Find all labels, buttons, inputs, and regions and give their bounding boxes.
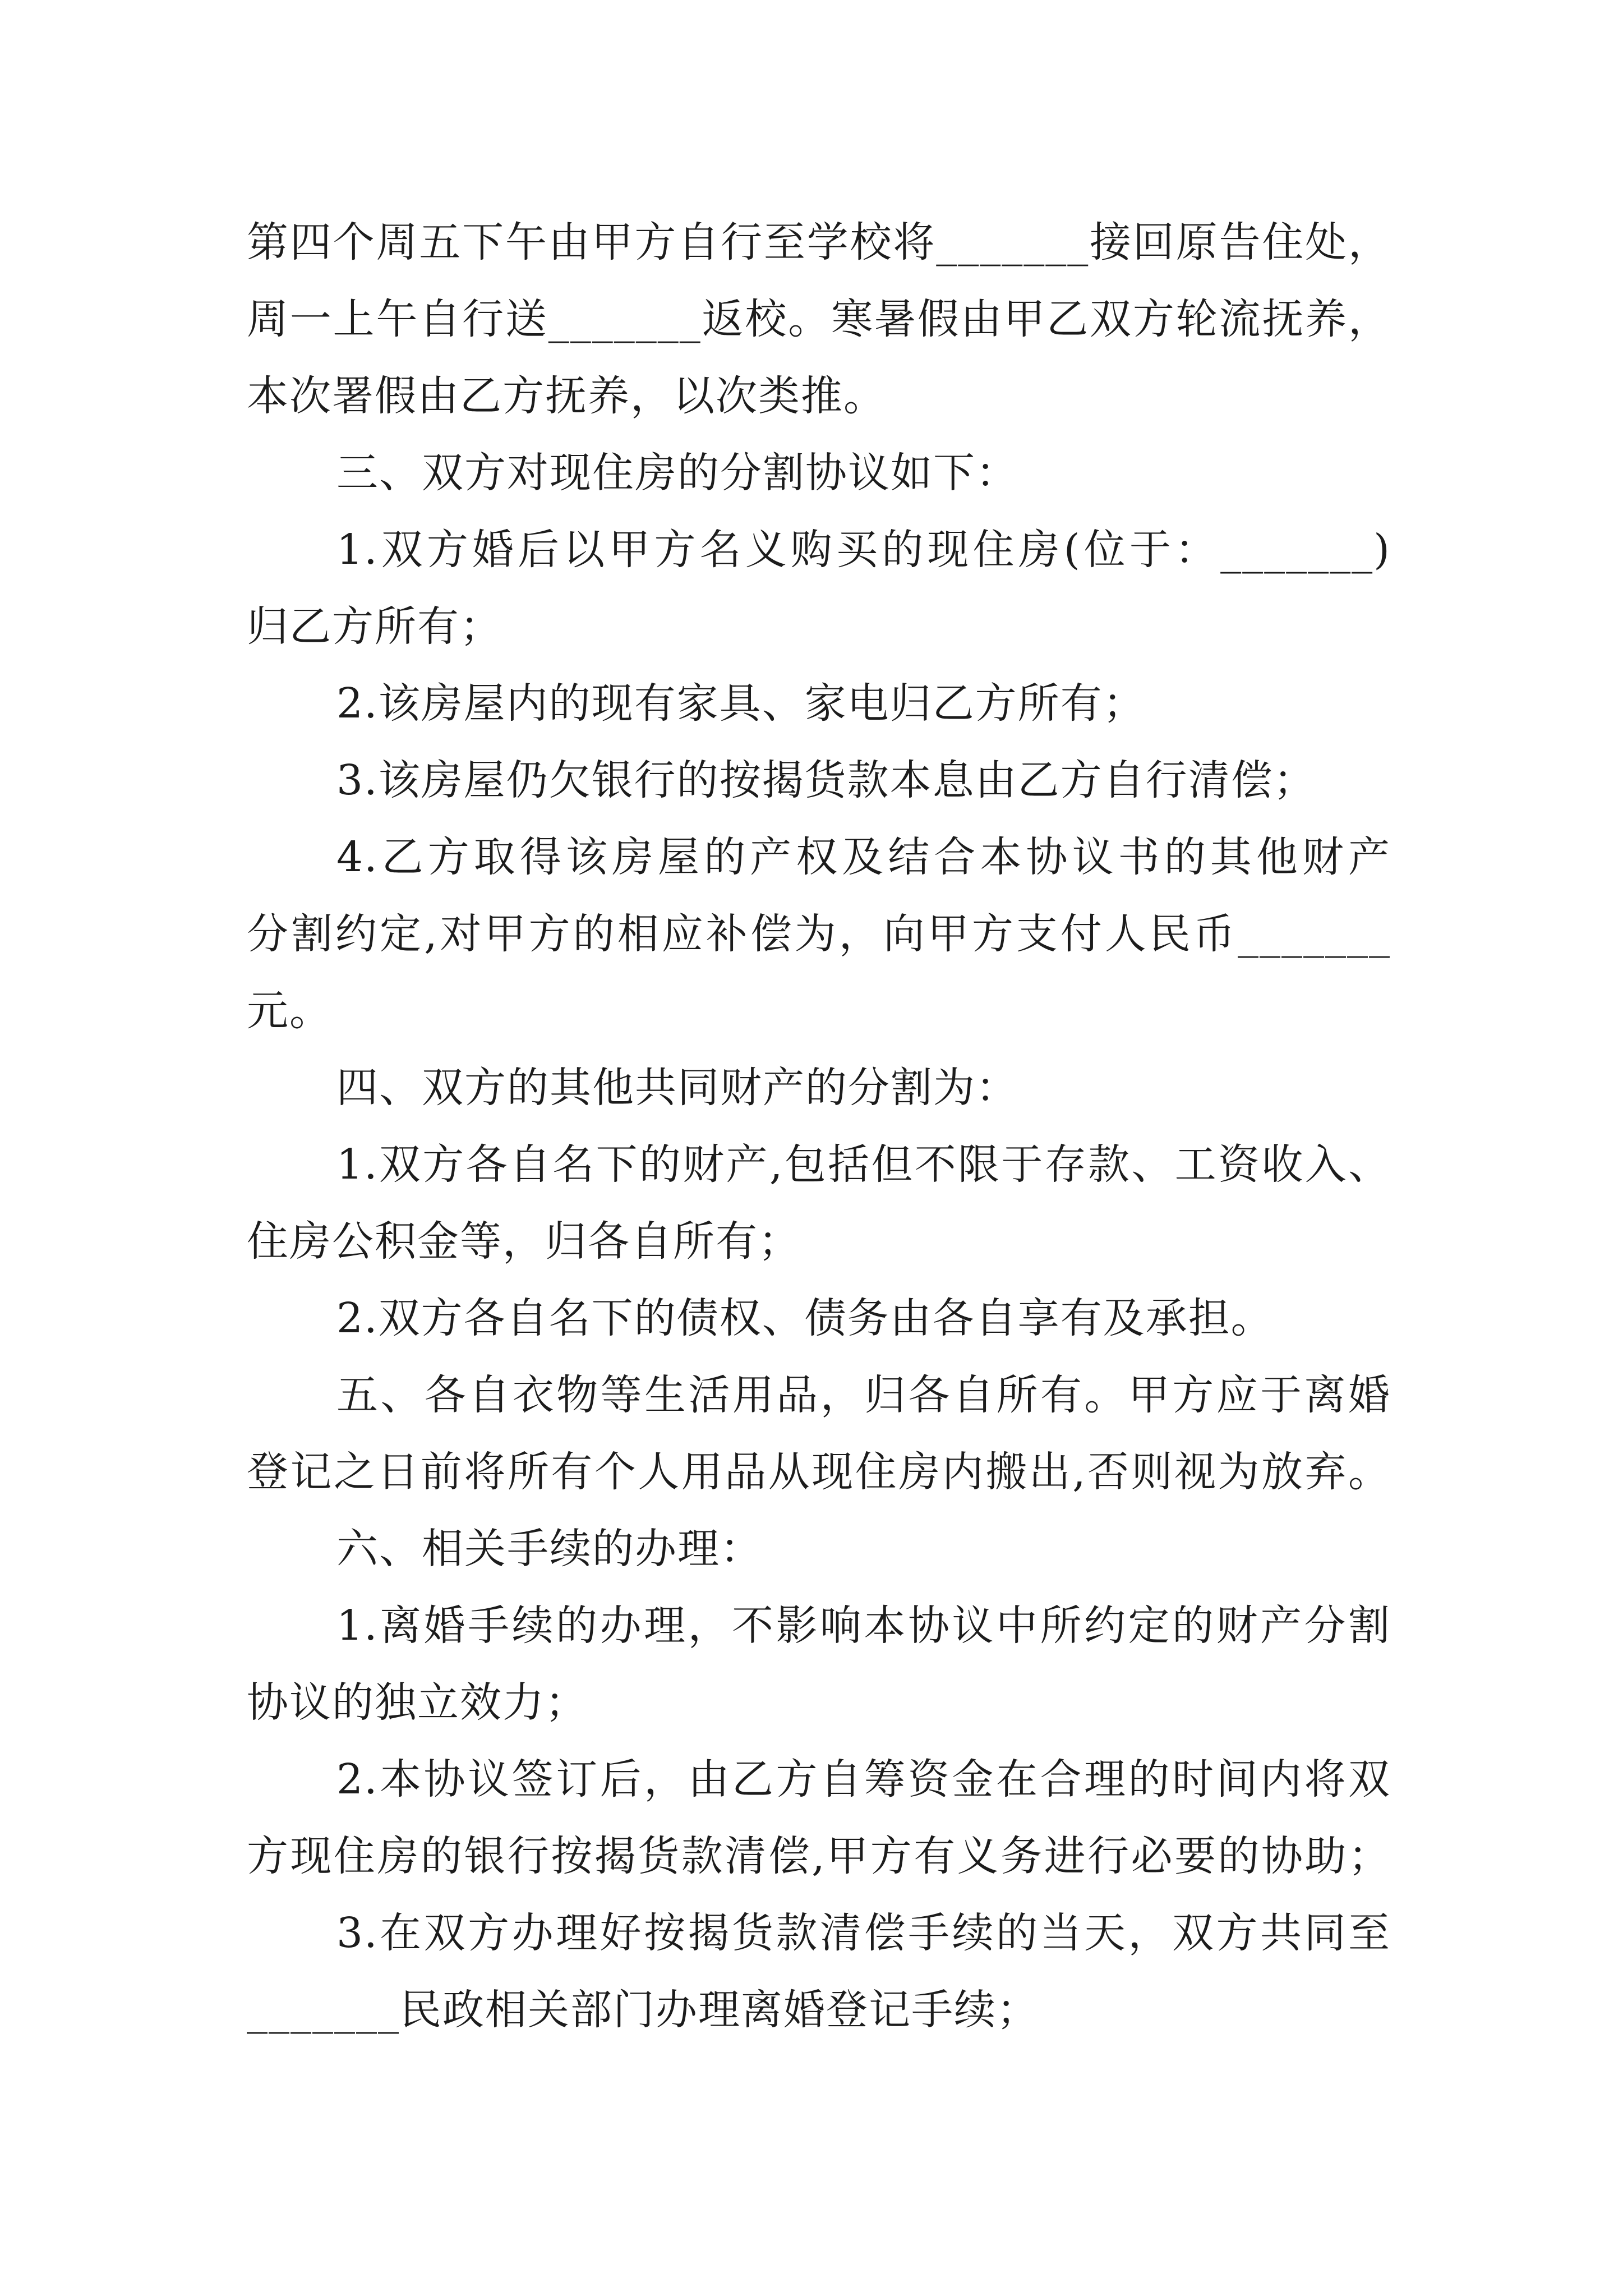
text-line: 元。 (247, 987, 332, 1035)
text-line: 登记之日前将所有个人用品从现住房内搬出,否则视为放弃。 (247, 1448, 1391, 1496)
text-line: 分割约定,对甲方的相应补偿为，向甲方支付人民币_______ (247, 910, 1391, 958)
text-line: 3.该房屋仍欠银行的按揭货款本息由乙方自行清偿； (336, 756, 1316, 804)
section-6-item-1 (247, 1588, 1391, 1741)
section-4-heading (247, 1050, 1391, 1126)
text-line: _______民政相关部门办理离婚登记手续； (247, 1986, 1039, 2034)
section-4-item-2 (247, 1280, 1391, 1357)
document-body (247, 204, 1391, 2049)
section-6-item-2 (247, 1741, 1391, 1895)
section-4-item-1 (247, 1126, 1391, 1280)
text-line: 4.乙方取得该房屋的产权及结合本协议书的其他财产 (336, 833, 1391, 881)
section-3-heading (247, 435, 1391, 512)
text-line: 协议的独立效力； (247, 1678, 588, 1727)
text-line: 五、各自衣物等生活用品，归各自所有。甲方应于离婚 (336, 1371, 1391, 1419)
section-6-item-3 (247, 1895, 1391, 2049)
custody-clause-continued (247, 204, 1391, 435)
text-line: 方现住房的银行按揭货款清偿,甲方有义务进行必要的协助； (247, 1832, 1391, 1880)
text-line: 1.离婚手续的办理，不影响本协议中所约定的财产分割 (336, 1602, 1391, 1650)
text-line: 第四个周五下午由甲方自行至学校将_______接回原告住处， (247, 218, 1391, 266)
text-line: 1.双方婚后以甲方名义购买的现住房(位于：_______) (336, 526, 1391, 574)
section-5-clause (247, 1357, 1391, 1511)
section-3-item-1 (247, 512, 1391, 665)
text-line: 周一上午自行送_______返校。寒暑假由甲乙双方轮流抚养， (247, 295, 1391, 343)
text-line: 3.在双方办理好按揭货款清偿手续的当天，双方共同至 (336, 1909, 1391, 1957)
text-line: 四、双方的其他共同财产的分割为： (336, 1064, 1018, 1112)
text-line: 2.该房屋内的现有家具、家电归乙方所有； (336, 679, 1146, 728)
text-line: 归乙方所有； (247, 602, 502, 651)
section-3-item-4 (247, 819, 1391, 1050)
section-3-item-3 (247, 742, 1391, 819)
text-line: 六、相关手续的办理： (336, 1525, 763, 1573)
text-line: 2.本协议签订后，由乙方自筹资金在合理的时间内将双 (336, 1755, 1391, 1803)
text-line: 三、双方对现住房的分割协议如下： (336, 449, 1018, 497)
text-line: 2.双方各自名下的债权、债务由各自享有及承担。 (336, 1294, 1274, 1342)
section-3-item-2 (247, 665, 1391, 742)
section-6-heading (247, 1511, 1391, 1588)
text-line: 1.双方各自名下的财产,包括但不限于存款、工资收入、 (336, 1140, 1391, 1189)
text-line: 住房公积金等，归各自所有； (247, 1217, 801, 1266)
text-line: 本次署假由乙方抚养，以次类推。 (247, 372, 886, 420)
